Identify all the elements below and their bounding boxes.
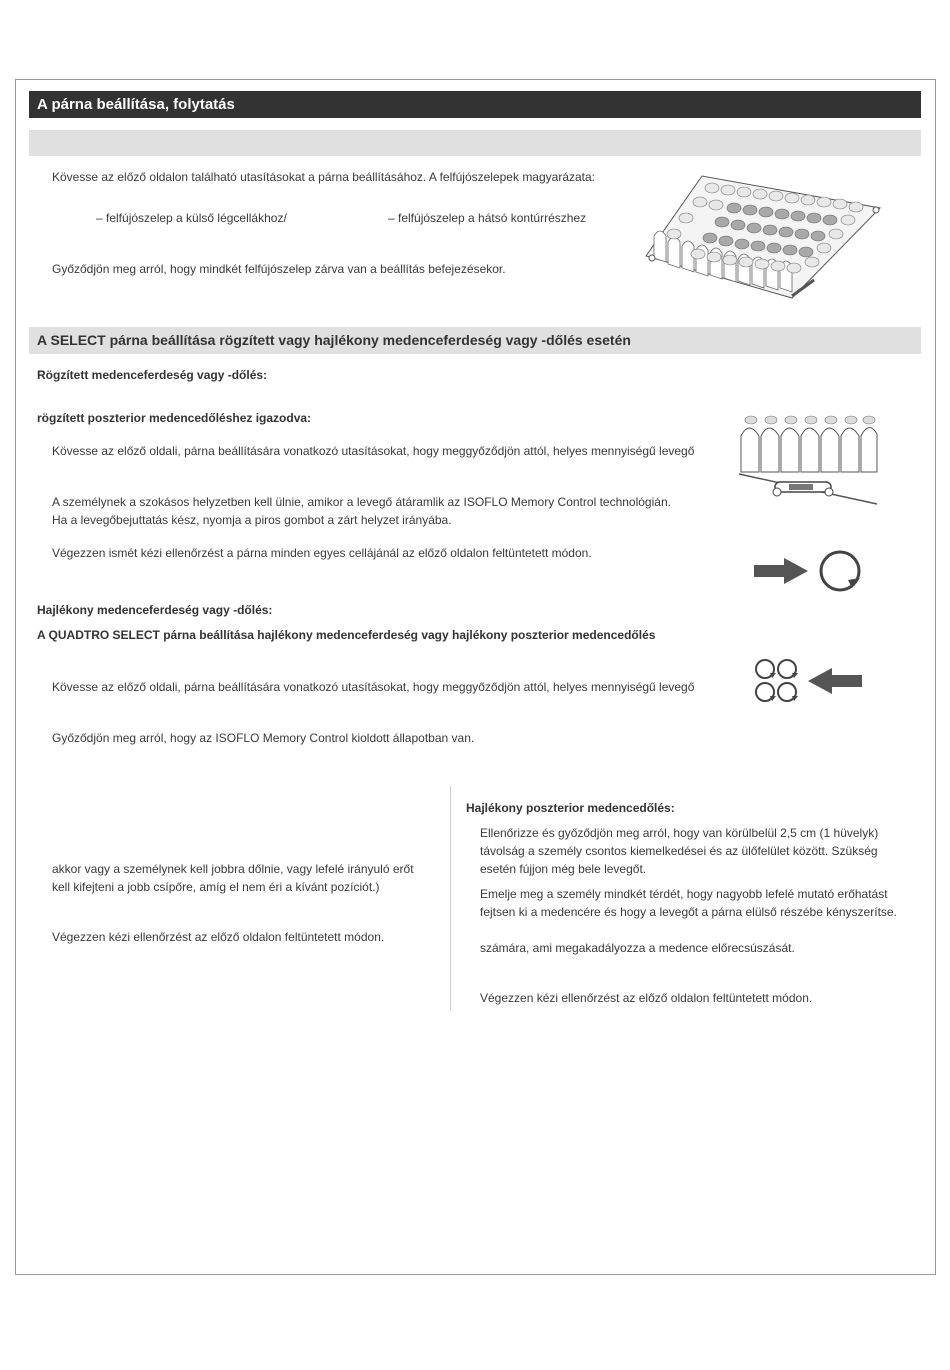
right-text-1b: távolság a személy csontos kiemelkedései és az ülőfelület között. Szükség — [480, 844, 878, 858]
flex-heading: Hajlékony medenceferdeség vagy -dőlés: — [37, 603, 273, 617]
fixed-text-1: Kövesse az előző oldali, párna beállítására vonatkozó utasításokat, hogy meggyőződjön attól, helyes mennyiségű levegő — [52, 444, 695, 458]
right-heading: Hajlékony poszterior medencedőlés: — [466, 801, 675, 815]
flex-text-2: Győződjön meg arról, hogy az ISOFLO Memory Control kioldott állapotban van. — [52, 731, 475, 745]
sub-bar — [29, 130, 921, 156]
right-text-1a: Ellenőrizze és győződjön meg arról, hogy van körülbelül 2,5 cm (1 hüvelyk) — [480, 826, 879, 840]
intro-closing-text: Győződjön meg arról, hogy mindkét felfújószelep zárva van a beállítás befejezésekor. — [52, 262, 506, 276]
arrow-right-circle-icon — [752, 548, 864, 594]
left-text-1b: kell kifejteni a jobb csípőre, amíg el nem éri a kívánt pozíciót.) — [52, 880, 380, 894]
valve-outer-label: – felfújószelep a külső légcellákhoz/ — [96, 211, 287, 225]
section-title: A SELECT párna beállítása rögzített vagy hajlékony medenceferdeség vagy -dőlés esetén — [29, 327, 921, 354]
fixed-text-3: Végezzen ismét kézi ellenőrzést a párna minden egyes cellájánál az előző oldalon feltüntetett módon. — [52, 546, 592, 560]
right-text-2a: Emelje meg a személy mindkét térdét, hogy nagyobb lefelé mutató erőhatást — [480, 887, 888, 901]
fixed-text-2a: A személynek a szokásos helyzetben kell ülnie, amikor a levegő átáramlik az ISOFLO Memory Control technológián. — [52, 495, 671, 509]
fixed-heading: Rögzített medenceferdeség vagy -dőlés: — [37, 368, 268, 382]
column-divider — [450, 786, 451, 1010]
flex-subheading: A QUADTRO SELECT párna beállítása hajlékony medenceferdeség vagy hajlékony poszterior medencedőlés — [37, 628, 656, 642]
flex-text-1: Kövesse az előző oldali, párna beállítására vonatkozó utasításokat, hogy meggyőződjön attól, helyes mennyiségű levegő — [52, 680, 695, 694]
right-text-3: számára, ami megakadályozza a medence előrecsúszását. — [480, 941, 795, 955]
right-text-2b: fejtsen ki a medencére és hogy a levegőt a párna elülső részébe kényszerítse. — [480, 905, 897, 919]
page-title: A párna beállítása, folytatás — [29, 91, 921, 118]
right-text-1c: esetén fújjon még bele levegőt. — [480, 862, 647, 876]
intro-text: Kövesse az előző oldalon található utasításokat a párna beállításához. A felfújószelepek magyarázata: — [52, 170, 596, 184]
right-text-4: Végezzen kézi ellenőrzést az előző oldalon feltüntetett módon. — [480, 991, 813, 1005]
cushion-side-valve-icon — [737, 414, 879, 510]
fixed-text-2b: Ha a levegőbejuttatás kész, nyomja a piros gombot a zárt helyzet irányába. — [52, 513, 452, 527]
left-text-2: Végezzen kézi ellenőrzést az előző oldalon feltüntetett módon. — [52, 930, 385, 944]
valve-rear-label: – felfújószelep a hátsó kontúrrészhez — [388, 211, 587, 225]
fixed-subheading: rögzített poszterior medencedőléshez igazodva: — [37, 411, 312, 425]
left-text-1a: akkor vagy a személynek kell jobbra dőlnie, vagy lefelé irányuló erőt — [52, 862, 414, 876]
cushion-illustration-icon — [642, 168, 887, 303]
quad-circles-arrow-left-icon — [752, 658, 864, 704]
